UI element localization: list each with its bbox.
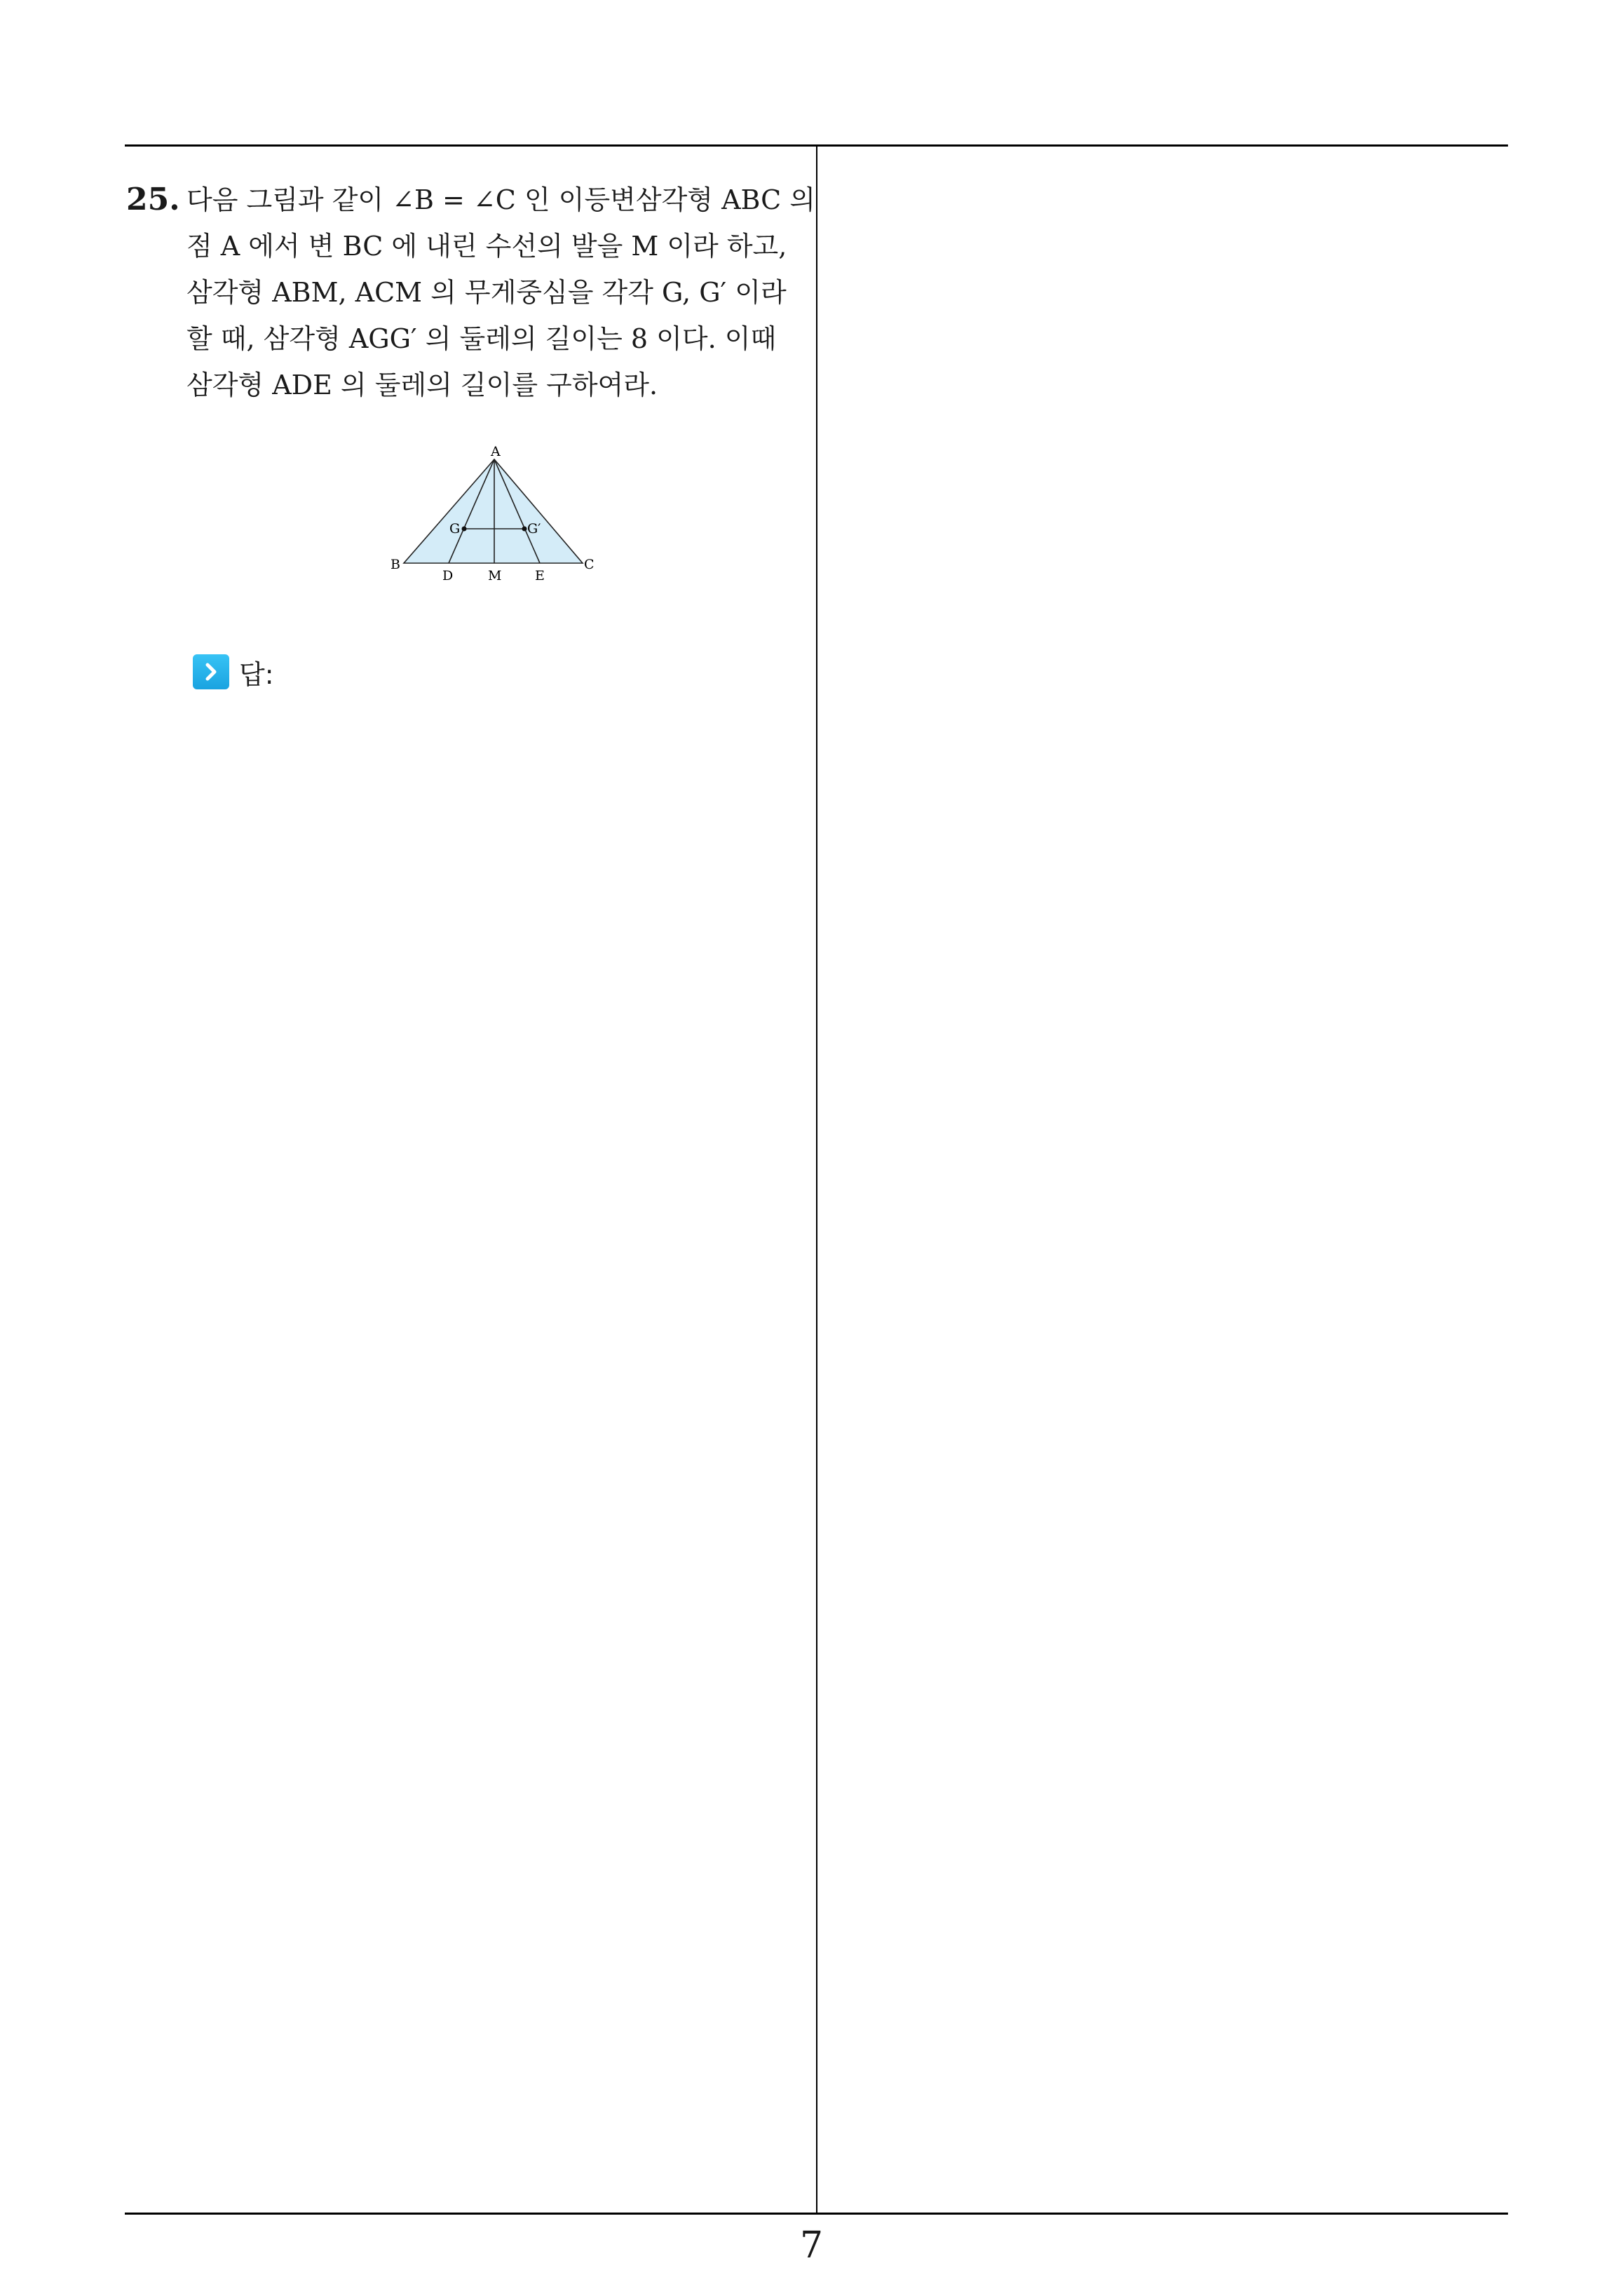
- triangle-diagram: [382, 442, 606, 586]
- triangle-figure: [382, 442, 606, 586]
- label-b: B: [391, 557, 400, 572]
- label-g: G: [449, 521, 461, 536]
- answer-label: 답:: [239, 659, 274, 690]
- question-line: 삼각형 ADE 의 둘레의 길이를 구하여라.: [186, 370, 658, 400]
- triangle-abc: [404, 459, 583, 563]
- question-line: 다음 그림과 같이 ∠B = ∠C 인 이등변삼각형 ABC 의: [186, 184, 816, 215]
- label-d: D: [442, 568, 454, 583]
- chevron-right-icon: [193, 654, 229, 689]
- question-number: 25.: [126, 182, 180, 217]
- bottom-rule: [125, 2213, 1508, 2215]
- question-line: 할 때, 삼각형 AGG′ 의 둘레의 길이는 8 이다. 이때: [186, 323, 777, 354]
- question-text: [186, 177, 816, 408]
- label-c: C: [584, 557, 595, 572]
- point-g-prime: [522, 527, 527, 532]
- page-number: 7: [799, 2224, 824, 2267]
- label-m: M: [488, 568, 502, 583]
- label-g-prime: G′: [527, 521, 541, 536]
- label-e: E: [535, 568, 545, 583]
- column-divider: [816, 144, 817, 2213]
- question-line: 삼각형 ABM, ACM 의 무게중심을 각각 G, G′ 이라: [186, 277, 787, 308]
- point-g: [462, 527, 467, 532]
- answer-row: [193, 654, 274, 689]
- question-line: 점 A 에서 변 BC 에 내린 수선의 발을 M 이라 하고,: [186, 231, 787, 262]
- label-a: A: [491, 444, 501, 459]
